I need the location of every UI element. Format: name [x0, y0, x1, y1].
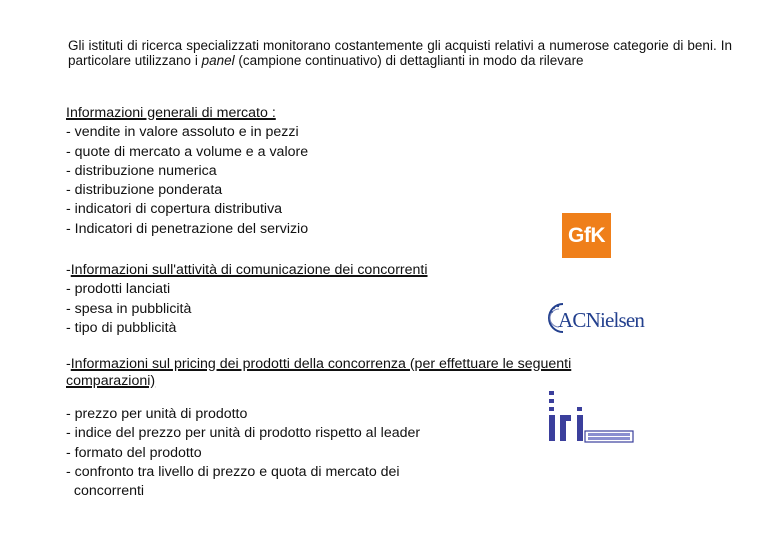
- iri-logo: [545, 385, 637, 445]
- intro-text-before: Gli istituti di ricerca specializzati monitorano costantemente gli acquisti relativi a numerose categorie di beni. In particolare utilizzano i: [68, 38, 732, 68]
- gfk-logo: GfK: [562, 213, 611, 258]
- market-info-section: [66, 104, 308, 239]
- intro-panel-word: panel: [201, 53, 235, 68]
- communication-info-section: [66, 261, 428, 338]
- list-item: - indice del prezzo per unità di prodotto rispetto al leader: [66, 425, 421, 442]
- iri-logo-mark: [545, 385, 637, 445]
- list-item: - prodotti lanciati: [66, 281, 171, 298]
- list-item: - vendite in valore assoluto e in pezzi: [66, 124, 299, 141]
- list-item: - spesa in pubblicità: [66, 300, 192, 317]
- intro-paragraph: [68, 38, 732, 68]
- list-item: - indicatori di copertura distributiva: [66, 201, 283, 218]
- list-item: - quote di mercato a volume e a valore: [66, 143, 309, 160]
- list-item: - Indicatori di penetrazione del servizio: [66, 220, 309, 237]
- list-item: - distribuzione numerica: [66, 162, 217, 179]
- list-item: - confronto tra livello di prezzo e quota di mercato dei: [66, 463, 400, 480]
- list-item: - formato del prodotto: [66, 444, 202, 461]
- list-item: concorrenti: [66, 483, 145, 500]
- list-item: - tipo di pubblicità: [66, 319, 177, 336]
- intro-text-after: (campione continuativo) di dettaglianti in modo da rilevare: [234, 53, 584, 68]
- list-item: - prezzo per unità di prodotto: [66, 406, 248, 422]
- market-info-heading: Informazioni generali di mercato :: [66, 105, 276, 121]
- pricing-info-heading: -Informazioni sul pricing dei prodotti della concorrenza (per effettuare le seguenti comparazioni): [66, 356, 572, 389]
- list-item: - distribuzione ponderata: [66, 182, 223, 199]
- communication-info-heading: -Informazioni sull'attività di comunicazione dei concorrenti: [66, 262, 428, 278]
- acnielsen-logo: ACNielsen: [545, 300, 657, 336]
